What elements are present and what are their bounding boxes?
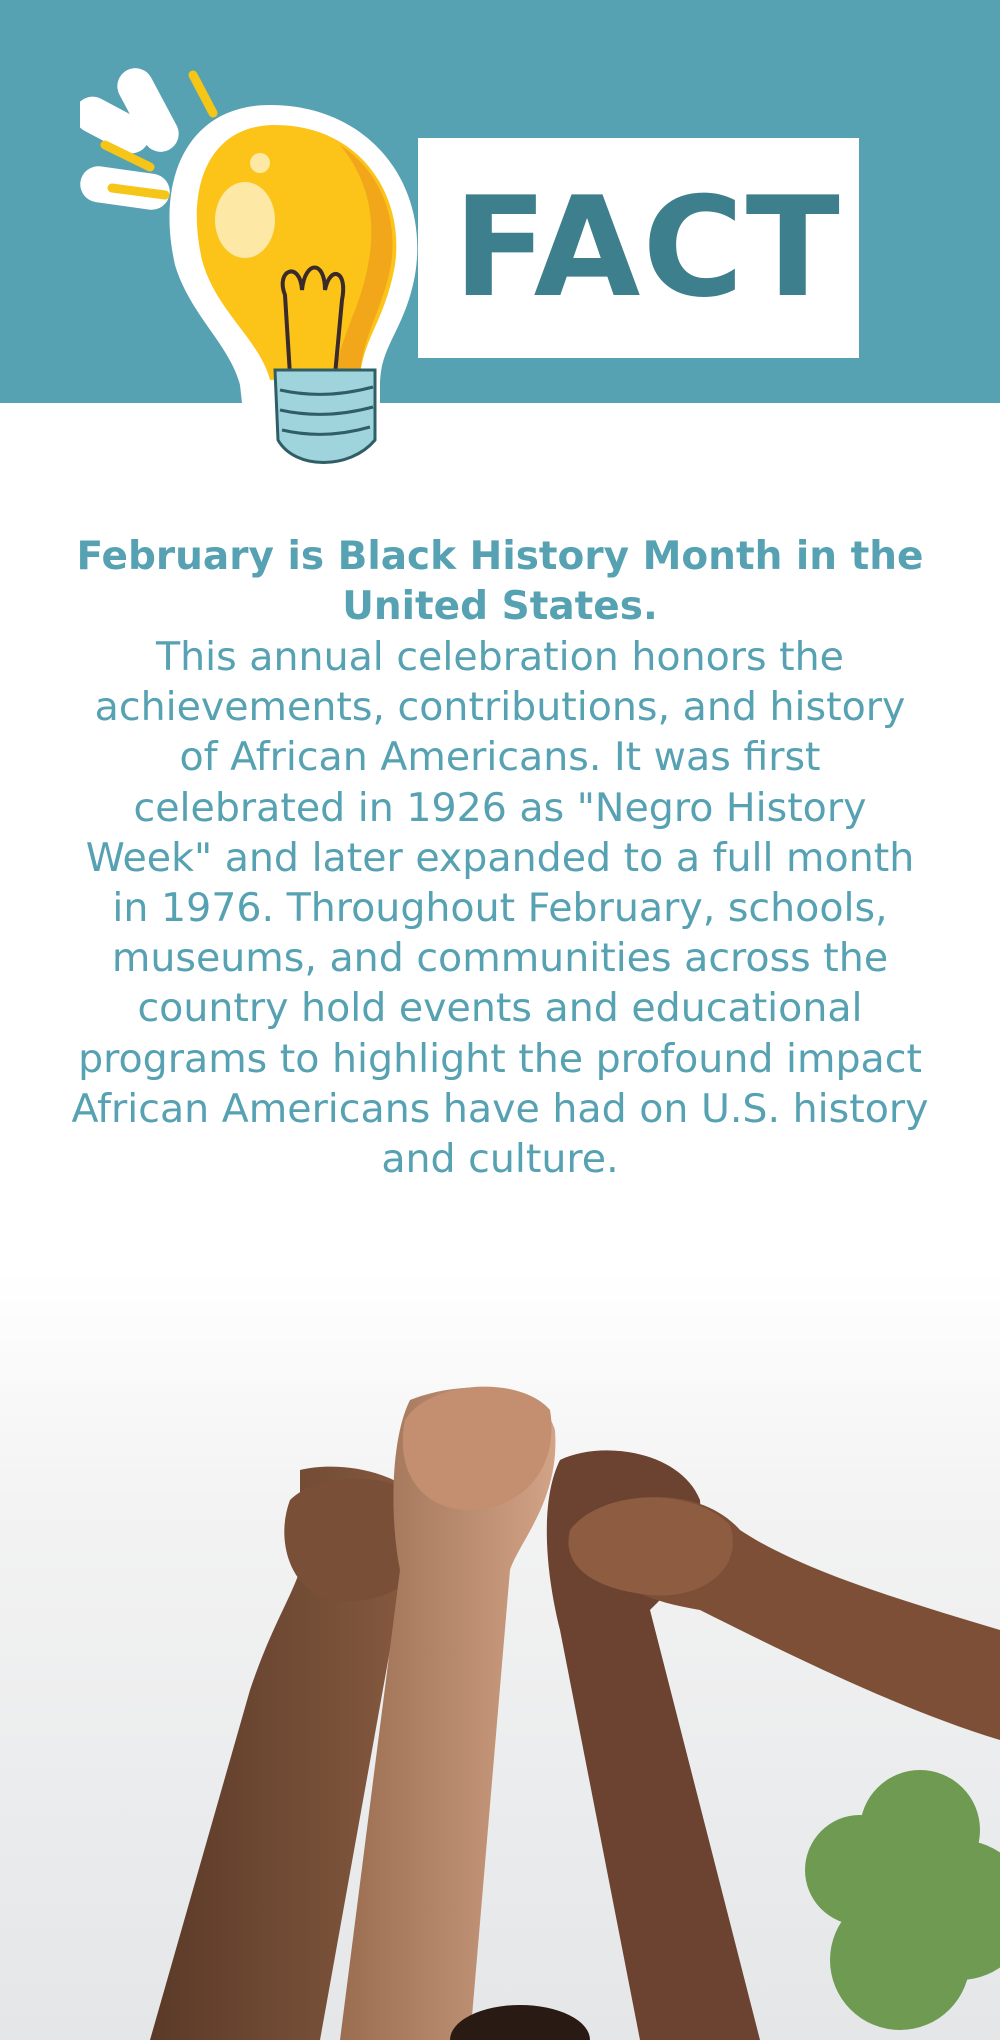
raised-fists-photo bbox=[0, 1270, 1000, 2040]
fact-title: FACT bbox=[453, 167, 842, 328]
fact-headline: February is Black History Month in the United States. bbox=[76, 534, 924, 629]
fact-label-box bbox=[418, 138, 859, 358]
fact-text bbox=[70, 532, 930, 1184]
lightbulb-icon bbox=[80, 45, 440, 465]
fact-body: This annual celebration honors the achievements, contributions, and history of African Americans. It was first celebrated in 1926 as "Negro History Week" and later expanded to a full month in 1976. Throughout February, schools, museums, and communities across the country hold events and educational programs to highlight the profound impact African Americans have had on U.S. history and culture. bbox=[71, 634, 929, 1183]
